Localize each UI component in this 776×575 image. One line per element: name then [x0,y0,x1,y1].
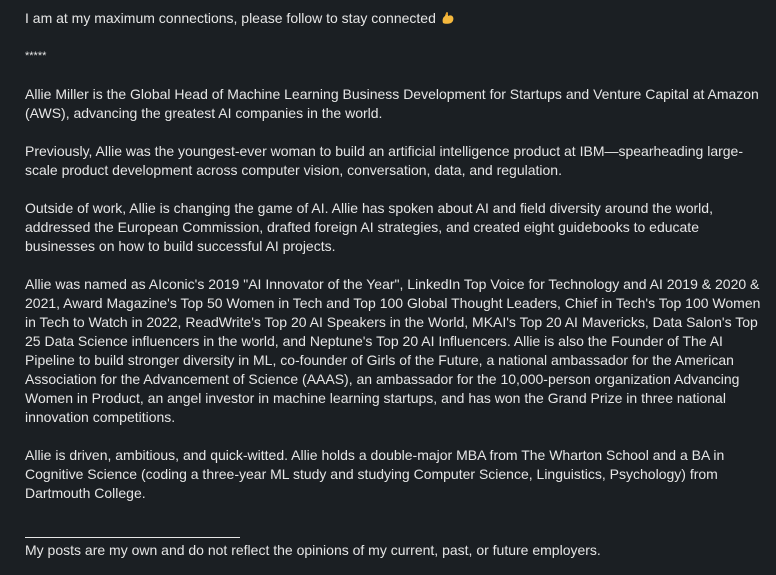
bio-paragraph: Allie was named as AIconic's 2019 "AI Innovator of the Year", LinkedIn Top Voice for Technology and AI 2019 & 2020 & 2021, Award Magazine's Top 50 Women in Tech and Top 100 Global Thought Leaders, Chief in Tech's Top 100 Women in Tech to Watch in 2022, ReadWrite's Top 20 AI Speakers in the World, MKAI's Top 20 AI Mavericks, Data Salon's Top 25 Data Science influencers in the world, and Neptune's Top 20 AI Influencers. Allie is also the Founder of The AI Pipeline to build stronger diversity in ML, co-founder of Girls of the Future, a national ambassador for the American Association for the Advancement of Science (AAAS), an ambassador for the 10,000-person organization Advancing Women in Product, an angel investor in machine learning startups, and has won the Grand Prize in three national innovation competitions. [25,276,761,425]
divider [25,522,765,541]
intro-text: I am at my maximum connections, please follow to stay connected [25,10,436,26]
bio-paragraph: Previously, Allie was the youngest-ever woman to build an artificial intelligence product at IBM—spearheading large-scale product development across computer vision, conversation, data, and regulation. [25,143,744,178]
bio-paragraph: Allie Miller is the Global Head of Machine Learning Business Development for Startups and Venture Capital at Amazon (AWS), advancing the greatest AI companies in the world. [25,86,759,121]
about-section [25,9,765,560]
flexed-biceps-icon [440,10,456,26]
separator-stars: ***** [25,50,47,62]
disclaimer-text: My posts are my own and do not reflect the opinions of my current, past, or future employers. [25,542,601,558]
bio-paragraph: Allie is driven, ambitious, and quick-witted. Allie holds a double-major MBA from The Wharton School and a BA in Cognitive Science (coding a three-year ML study and studying Computer Science, Linguistics, Psychology) from Dartmouth College. [25,447,725,501]
bio-paragraph: Outside of work, Allie is changing the game of AI. Allie has spoken about AI and field diversity around the world, addressed the European Commission, drafted foreign AI strategies, and created eight guidebooks to educate businesses on how to build successful AI projects. [25,200,713,254]
intro-line [25,9,765,28]
